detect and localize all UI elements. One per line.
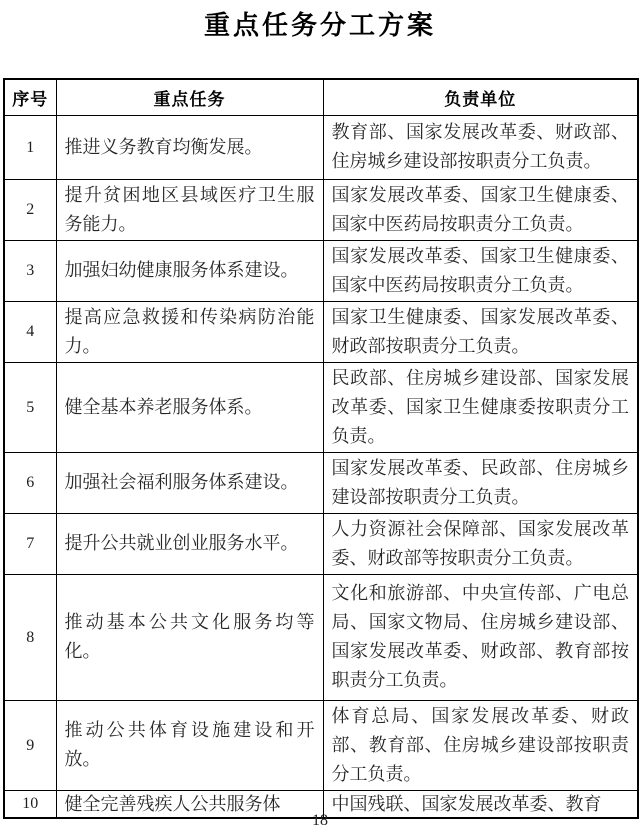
table-row [4,452,638,513]
table-row [4,574,638,700]
task-cell: 推动公共体育设施建设和开放。 [56,700,323,790]
unit-cell: 体育总局、国家发展改革委、财政部、教育部、住房城乡建设部按职责分工负责。 [323,700,638,790]
unit-cell: 国家发展改革委、国家卫生健康委、国家中医药局按职责分工负责。 [323,179,638,240]
table-header [4,79,638,115]
unit-cell: 国家发展改革委、国家卫生健康委、国家中医药局按职责分工负责。 [323,240,638,301]
unit-cell: 文化和旅游部、中央宣传部、广电总局、国家文物局、住房城乡建设部、国家发展改革委、财政部、教育部按职责分工负责。 [323,574,638,700]
header-serial-number: 序号 [4,79,56,115]
table-row [4,240,638,301]
row-serial-number: 4 [4,301,56,362]
task-cell: 提高应急救援和传染病防治能力。 [56,301,323,362]
task-cell: 健全完善残疾人公共服务体 [56,790,323,818]
table-row [4,362,638,452]
task-cell: 推进义务教育均衡发展。 [56,115,323,179]
row-serial-number: 10 [4,790,56,818]
header-row [4,79,638,115]
unit-cell: 中国残联、国家发展改革委、教育 [323,790,638,818]
unit-cell: 民政部、住房城乡建设部、国家发展改革委、国家卫生健康委按职责分工负责。 [323,362,638,452]
table-row [4,700,638,790]
task-cell: 推动基本公共文化服务均等化。 [56,574,323,700]
task-cell: 加强社会福利服务体系建设。 [56,452,323,513]
header-responsible-unit: 负责单位 [323,79,638,115]
table-body [4,115,638,818]
task-cell: 健全基本养老服务体系。 [56,362,323,452]
row-serial-number: 2 [4,179,56,240]
row-serial-number: 3 [4,240,56,301]
table-row [4,179,638,240]
row-serial-number: 8 [4,574,56,700]
page-title: 重点任务分工方案 [203,10,436,40]
row-serial-number: 5 [4,362,56,452]
table-row [4,513,638,574]
page-number: 18 [312,812,328,829]
table-row [4,115,638,179]
unit-cell: 国家卫生健康委、国家发展改革委、财政部按职责分工负责。 [323,301,638,362]
unit-cell: 国家发展改革委、民政部、住房城乡建设部按职责分工负责。 [323,452,638,513]
row-serial-number: 6 [4,452,56,513]
task-table [3,78,639,819]
unit-cell: 教育部、国家发展改革委、财政部、住房城乡建设部按职责分工负责。 [323,115,638,179]
task-cell: 提升贫困地区县域医疗卫生服务能力。 [56,179,323,240]
table-row [4,301,638,362]
row-serial-number: 9 [4,700,56,790]
task-cell: 提升公共就业创业服务水平。 [56,513,323,574]
row-serial-number: 1 [4,115,56,179]
unit-cell: 人力资源社会保障部、国家发展改革委、财政部等按职责分工负责。 [323,513,638,574]
task-cell: 加强妇幼健康服务体系建设。 [56,240,323,301]
header-key-task: 重点任务 [56,79,323,115]
row-serial-number: 7 [4,513,56,574]
